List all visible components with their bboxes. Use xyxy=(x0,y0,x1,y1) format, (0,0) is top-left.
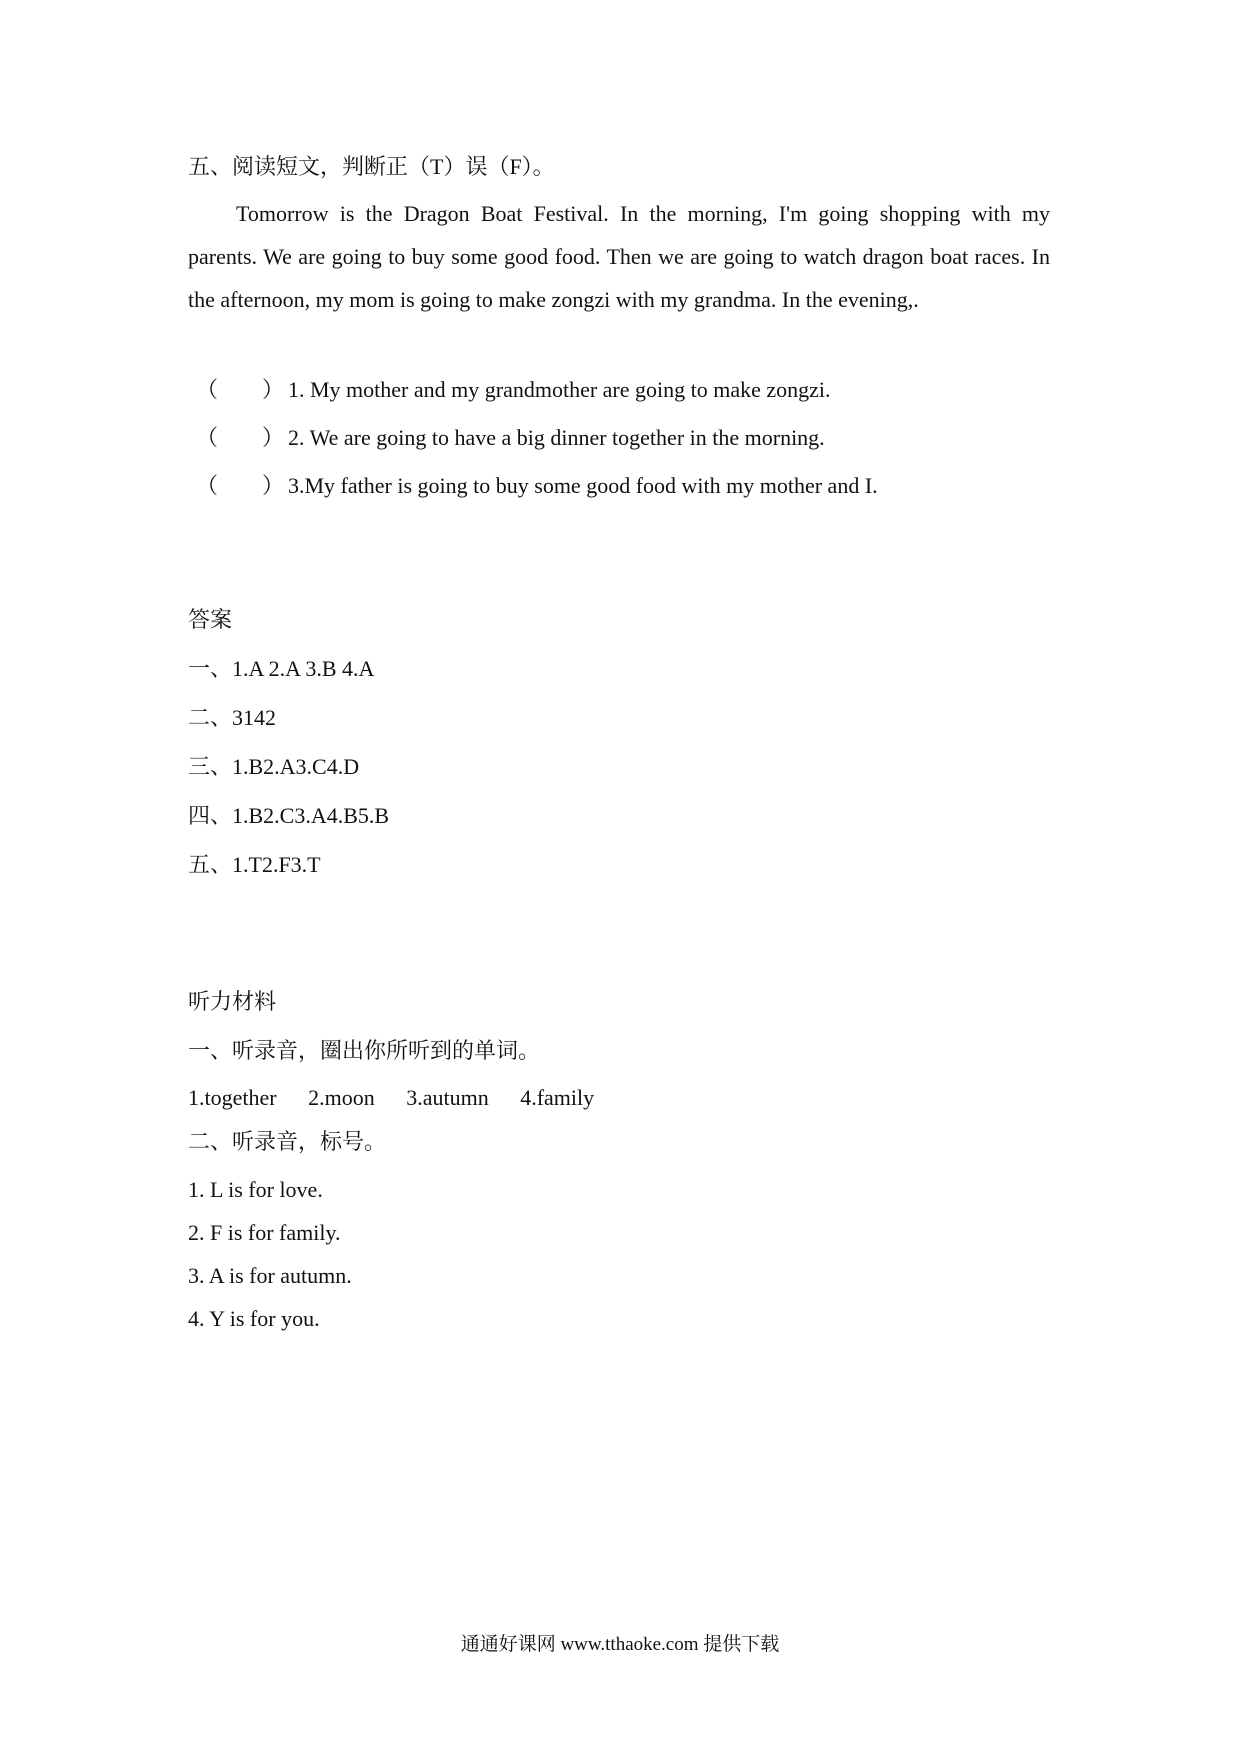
vocab-word: 4.family xyxy=(520,1085,595,1110)
answer-line: 三、1.B2.A3.C4.D xyxy=(188,754,360,779)
listening-title: 听力材料 xyxy=(188,989,277,1014)
vocab-word: 2.moon xyxy=(308,1085,375,1110)
question-text: 2. We are going to have a big dinner together in the morning. xyxy=(288,425,825,450)
listening-item: 3. A is for autumn. xyxy=(188,1263,352,1288)
listening-part1-heading: 一、听录音，圈出你所听到的单词。 xyxy=(188,1038,541,1063)
reading-passage xyxy=(188,192,1050,321)
listening-item: 2. F is for family. xyxy=(188,1220,341,1245)
section5-heading: 五、阅读短文，判断正（T）误（F）。 xyxy=(188,154,555,179)
question-text: 3.My father is going to buy some good food with my mother and I. xyxy=(288,473,878,498)
question-text: 1. My mother and my grandmother are going to make zongzi. xyxy=(288,377,831,402)
question-3 xyxy=(196,472,878,500)
answer-line: 二、3142 xyxy=(188,705,277,730)
reading-passage-text: Tomorrow is the Dragon Boat Festival. In the morning, I'm going shopping with my parents. We are going to buy some good food. Then we are going to watch dragon boat races. In the afternoon, my mom is going to make zongzi with my grandma. In the evening,. xyxy=(188,201,1050,312)
answers-title: 答案 xyxy=(188,607,233,632)
answer-blank: （ ） xyxy=(196,425,285,450)
answer-line: 一、1.A 2.A 3.B 4.A xyxy=(188,656,375,681)
question-1 xyxy=(196,376,831,404)
listening-item: 4. Y is for you. xyxy=(188,1306,320,1331)
listening-part2-heading: 二、听录音，标号。 xyxy=(188,1129,387,1154)
question-2 xyxy=(196,424,825,452)
answer-blank: （ ） xyxy=(196,377,285,402)
answer-blank: （ ） xyxy=(196,473,285,498)
listening-word-list xyxy=(188,1084,620,1112)
answer-line: 五、1.T2.F3.T xyxy=(188,852,321,877)
vocab-word: 3.autumn xyxy=(406,1085,489,1110)
listening-item: 1. L is for love. xyxy=(188,1177,323,1202)
answer-line: 四、1.B2.C3.A4.B5.B xyxy=(188,803,390,828)
page-footer: 通通好课网 www.tthaoke.com 提供下载 xyxy=(460,1634,780,1655)
vocab-word: 1.together xyxy=(188,1085,277,1110)
